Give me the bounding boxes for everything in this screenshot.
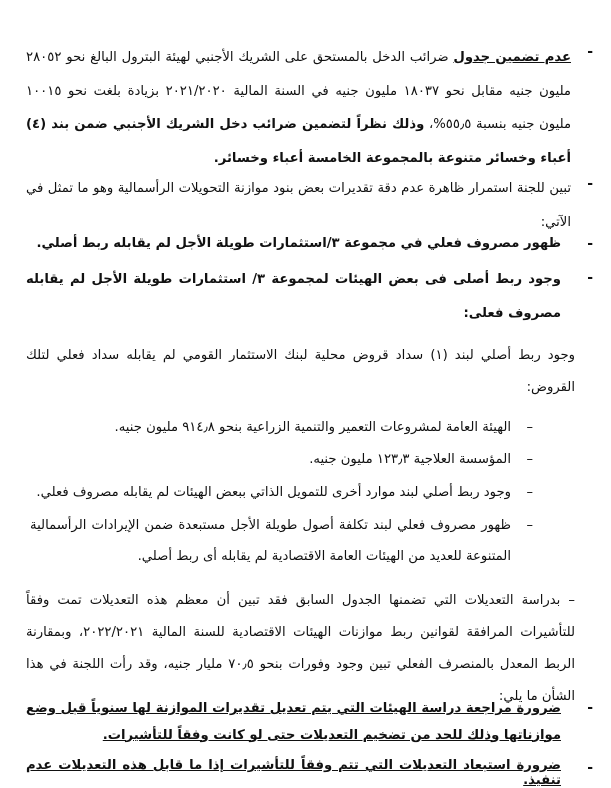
paragraph-body-text: ضرائب الدخل بالمستحق على الشريك الأجنبي لهيئة البترول البالغ نحو ٢٨٠٥٢ مليون جنيه مقابل نحو ١٨٠٣٧ مليون جنيه في السنة المالية ٢٠٢١/٢٠٢٠ بزيادة بلغت نحو ١٠٠١٥ مليون جنيه بنسبة ٥٥٫٥%، [26,50,572,132]
paragraph-amendments-study: – بدراسة التعديلات التي تضمنها الجدول السابق فقد تبين أن معظم هذه التعديلات تمت وفقاً للتأشيرات المرافقة لقوانين ربط موازنات الهيئات الاقتصادية للسنة المالية ٢٠٢٢/٢٠٢١، وبمقارنة الربط المعدل بالمنصرف الفعلي تبين وجود وفورات بنحو ٧٠٫٥ مليار جنيه، وقد رأت اللجنة في هذا الشأن ما يلي: [26,593,575,704]
paragraph-bullet: - [587,44,593,60]
paragraph-bullet: - [587,700,593,716]
paragraph-actual-expense-no-budget: ظهور مصروف فعلي في مجموعة ٣/استثمارات طويلة الأجل لم يقابله ربط أصلي. [36,236,561,251]
paragraph-budget-no-actual-expense: وجود ربط أصلى فى بعض الهيئات لمجموعة ٣/ استثمارات طويلة الأجل لم يقابله مصروف فعلى: [26,272,562,321]
list-item: الهيئة العامة لمشروعات التعمير والتنمية الزراعية بنحو ٩١٤٫٨ مليون جنيه. [114,420,511,435]
list-item: المؤسسة العلاجية ١٢٣٫٣ مليون جنيه. [309,452,511,467]
list-dash: – [526,452,533,467]
list-dash: – [526,420,533,435]
paragraph-foreign-partner-tax [26,41,571,175]
paragraph-recommendation-review: ضرورة مراجعة دراسة الهيئات التي يتم تعديل تقديرات الموازنة لها سنوياً قبل وضع موازناتها وذلك للحد من تضخيم التعديلات حتى لو كانت وفقاً للتأشيرات. [26,701,561,743]
paragraph-bullet: - [587,176,593,192]
paragraph-bullet: - [587,270,593,286]
paragraph-bullet: - [587,760,593,776]
paragraph-recommendation-exclude: ضرورة استبعاد التعديلات التي تتم وفقاً للتأشيرات إذا ما قابل هذه التعديلات عدم تنفيذ. [26,758,561,788]
paragraph-loan-repayment: وجود ربط أصلي لبند (١) سداد قروض محلية لبنك الاستثمار القومي لم يقابله سداد فعلي لتلك القروض: [26,348,576,395]
paragraph-bullet: - [587,236,593,252]
list-item: ظهور مصروف فعلي لبند تكلفة أصول طويلة الأجل مستبعدة ضمن الإيرادات الرأسمالية المتنوعة للعديد من الهيئات العامة الاقتصادية لم يقابله أى ربط أصلي. [30,518,511,564]
list-dash: – [526,485,533,500]
paragraph-estimates-accuracy: تبين للجنة استمرار ظاهرة عدم دقة تقديرات بعض بنود موازنة التحويلات الرأسمالية وهو ما تمثل في الآتي: [26,181,571,230]
paragraph-bold-text: وذلك نظراً لتضمين ضرائب دخل الشريك الأجنبي ضمن بند (٤) أعباء وخسائر متنوعة بالمجموعة الخامسة أعباء وخسائر. [26,117,571,166]
list-dash: – [526,518,533,533]
paragraph-lead-text: عدم تضمين جدول [453,50,571,65]
list-item: وجود ربط أصلي لبند موارد أخرى للتمويل الذاتي ببعض الهيئات لم يقابله مصروف فعلي. [36,485,511,500]
